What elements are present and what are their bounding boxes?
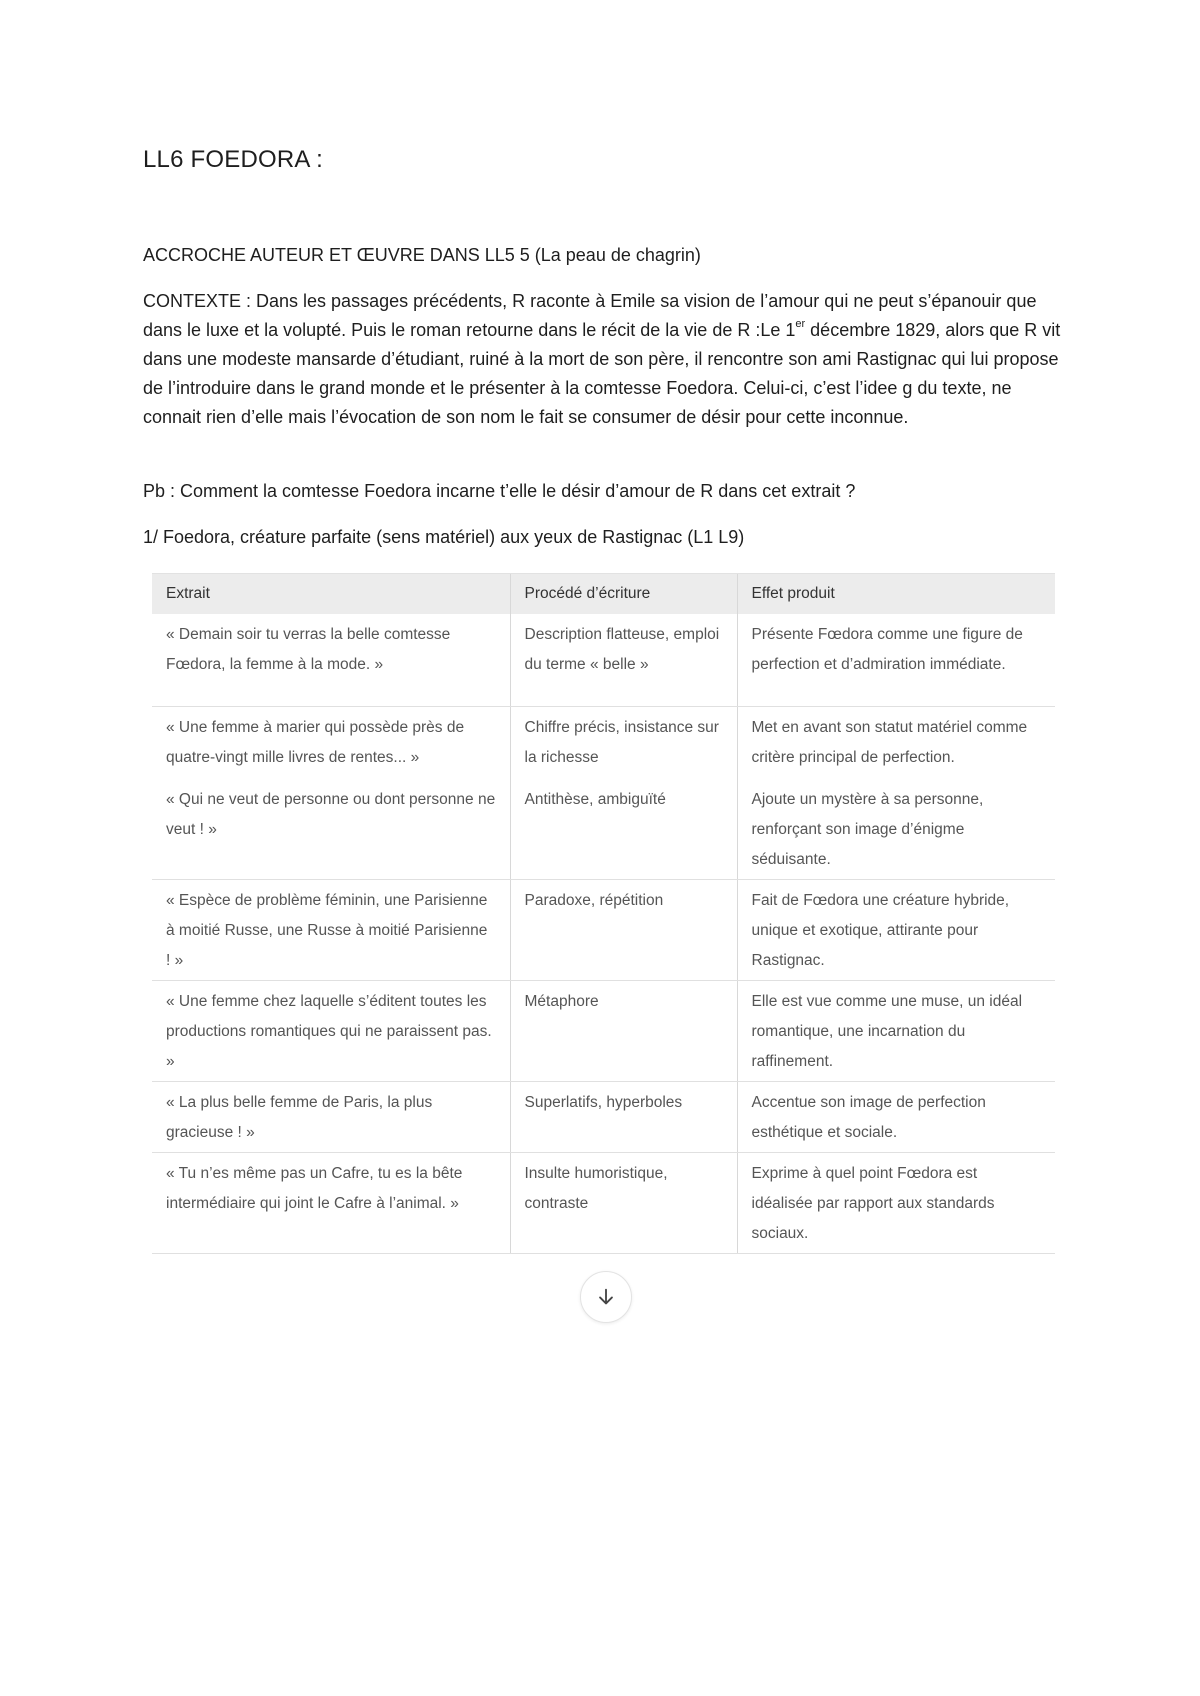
table-cell: « Tu n’es même pas un Cafre, tu es la bête intermédiaire qui joint le Cafre à l’animal. » xyxy=(152,1153,510,1254)
table-header-row xyxy=(152,574,1055,614)
table-row xyxy=(152,1082,1055,1153)
analysis-table xyxy=(152,574,1055,1254)
context-superscript: er xyxy=(795,318,806,330)
table-cell: Elle est vue comme une muse, un idéal romantique, une incarnation du raffinement. xyxy=(737,981,1055,1082)
hook-paragraph: ACCROCHE AUTEUR ET ŒUVRE DANS LL5 5 (La peau de chagrin) xyxy=(143,245,701,265)
arrow-down-icon xyxy=(595,1286,617,1308)
table-cell: Exprime à quel point Fœdora est idéalisée par rapport aux standards sociaux. xyxy=(737,1153,1055,1254)
table-cell: Chiffre précis, insistance sur la richesse xyxy=(510,707,737,780)
table-cell: « Une femme chez laquelle s’éditent toutes les productions romantiques qui ne paraissent pas. » xyxy=(152,981,510,1082)
table-cell: Paradoxe, répétition xyxy=(510,880,737,981)
table-row xyxy=(152,614,1055,707)
problem-statement: Pb : Comment la comtesse Foedora incarne t’elle le désir d’amour de R dans cet extrait ? xyxy=(143,481,856,501)
context-paragraph xyxy=(143,287,1063,432)
table-cell: Description flatteuse, emploi du terme « belle » xyxy=(510,614,737,707)
context-text: CONTEXTE : Dans les passages précédents, R raconte à Emile sa vision de l’amour qui ne peut s’épanouir que dans le luxe et la volupté. Puis le roman retourne dans le récit de la vie de R :Le 1 xyxy=(143,291,1037,340)
table-cell: « Espèce de problème féminin, une Parisienne à moitié Russe, une Russe à moitié Parisienne ! » xyxy=(152,880,510,981)
table-cell: « Une femme à marier qui possède près de quatre-vingt mille livres de rentes... » xyxy=(152,707,510,780)
column-header-effet: Effet produit xyxy=(737,574,1055,614)
section-heading: 1/ Foedora, créature parfaite (sens matériel) aux yeux de Rastignac (L1 L9) xyxy=(143,527,745,547)
table-cell: Présente Fœdora comme une figure de perfection et d’admiration immédiate. xyxy=(737,614,1055,707)
table-cell: « Demain soir tu verras la belle comtesse Fœdora, la femme à la mode. » xyxy=(152,614,510,707)
table-cell: Métaphore xyxy=(510,981,737,1082)
table-row xyxy=(152,1153,1055,1254)
table-cell: Ajoute un mystère à sa personne, renforçant son image d’énigme séduisante. xyxy=(737,779,1055,880)
table-row xyxy=(152,707,1055,780)
scroll-down-button[interactable] xyxy=(580,1271,632,1323)
table-cell: « Qui ne veut de personne ou dont personne ne veut ! » xyxy=(152,779,510,880)
table-cell: Fait de Fœdora une créature hybride, unique et exotique, attirante pour Rastignac. xyxy=(737,880,1055,981)
table-row xyxy=(152,779,1055,880)
table-cell: Antithèse, ambiguïté xyxy=(510,779,737,880)
analysis-table-container[interactable] xyxy=(152,573,1055,1291)
table-cell: « La plus belle femme de Paris, la plus gracieuse ! » xyxy=(152,1082,510,1153)
table-row xyxy=(152,981,1055,1082)
context-text-continued: décembre 1829, alors que R vit dans une modeste mansarde d’étudiant, ruiné à la mort de son père, il rencontre son ami Rastignac qui lui propose de l’introduire dans le grand monde et le présenter à la comtesse Foedora. Celui-ci, c’est l’idee g du texte, ne connait rien d’elle mais l’évocation de son nom le fait se consumer de désir pour cette inconnue. xyxy=(143,320,1061,427)
column-header-extrait: Extrait xyxy=(152,574,510,614)
table-cell: Insulte humoristique, contraste xyxy=(510,1153,737,1254)
table-cell: Met en avant son statut matériel comme critère principal de perfection. xyxy=(751,719,1028,766)
table-cell: Accentue son image de perfection esthétique et sociale. xyxy=(737,1082,1055,1153)
table-row xyxy=(152,880,1055,981)
table-cell: Superlatifs, hyperboles xyxy=(510,1082,737,1153)
column-header-procede: Procédé d’écriture xyxy=(510,574,737,614)
page-title: LL6 FOEDORA : xyxy=(143,146,323,173)
